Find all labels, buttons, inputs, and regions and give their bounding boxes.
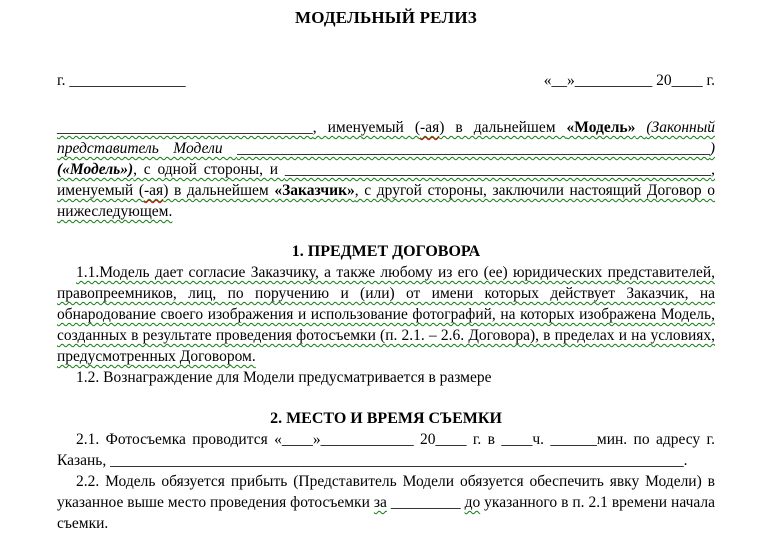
blank-field[interactable]: __________________________________________________________________________	[110, 452, 684, 469]
blank-field[interactable]: _________	[390, 494, 461, 511]
text-segment: г.	[702, 72, 715, 89]
text-segment: («Модель»)	[57, 161, 134, 178]
text-segment: 2.2. Модель обязуется прибыть (Представитель Модели обязуется обеспечить явку Модели) в указанное выше место проведения фотосъемки	[57, 473, 715, 511]
clause-2-2	[57, 471, 715, 534]
parties-paragraph	[57, 117, 715, 222]
text-segment: г.	[57, 72, 70, 89]
text-segment: »	[312, 431, 321, 448]
text-segment: «Заказчик»	[274, 182, 355, 199]
clause-2-1	[57, 429, 715, 471]
text-segment: .	[683, 452, 688, 469]
section-1-heading: 1. ПРЕДМЕТ ДОГОВОРА	[291, 243, 481, 260]
clause-1-2: 1.2. Вознаграждение для Модели предусматривается в размере	[76, 369, 492, 386]
text-segment: ч.	[532, 431, 551, 448]
text-segment: мин. по адресу г. Казань,	[57, 431, 716, 469]
text-segment: »	[567, 72, 575, 89]
text-segment: до	[464, 494, 481, 511]
blank-field[interactable]: _________________________________	[57, 119, 313, 136]
text-segment: , именуемый (	[57, 161, 715, 199]
text-segment: «	[543, 72, 552, 89]
text-segment	[635, 119, 646, 136]
blank-field[interactable]: _______________	[69, 72, 186, 89]
blank-field[interactable]: ______	[550, 431, 597, 448]
blank-field[interactable]: _______________________________________________________	[284, 161, 712, 178]
blank-field[interactable]: ____	[435, 431, 467, 448]
blank-field[interactable]: __________	[574, 72, 653, 89]
text-segment: -ая	[420, 119, 440, 136]
text-segment: , с одной стороны, и	[133, 161, 285, 178]
blank-field[interactable]: __	[551, 72, 568, 89]
section-2-heading: 2. МЕСТО И ВРЕМЯ СЪЕМКИ	[270, 410, 502, 427]
text-segment: (Законный представитель Модели	[57, 119, 715, 157]
text-segment: г. в	[466, 431, 502, 448]
text-segment: 2.1. Фотосъемка проводится «	[76, 431, 282, 448]
text-segment: ) в дальнейшем	[163, 182, 275, 199]
city-date-row	[57, 70, 715, 91]
blank-field[interactable]: ____	[671, 72, 703, 89]
text-segment: )	[709, 140, 715, 157]
text-segment: , с другой стороны, заключили настоящий Договор о нижеследующем.	[57, 182, 716, 220]
blank-field[interactable]: ____	[281, 431, 313, 448]
city-line	[57, 70, 186, 91]
text-segment: ) в дальнейшем	[439, 119, 567, 136]
blank-field[interactable]: ____	[501, 431, 533, 448]
text-segment: -ая	[144, 182, 164, 199]
text-segment: 20	[413, 431, 436, 448]
text-segment: 20	[652, 72, 672, 89]
text-segment: указанного в п. 2.1 времени начала съемки.	[57, 494, 716, 532]
text-segment: за	[373, 494, 387, 511]
document-title: МОДЕЛЬНЫЙ РЕЛИЗ	[295, 8, 477, 27]
clause-1-1: 1.1.Модель дает согласие Заказчику, а также любому из его (ее) юридических представителей, правопреемников, лиц, по поручению и (или) от имени которых действует Заказчик, на обнародование своего изображения и использование фотографий, на которых изображена Модель, созданных в результате проведения фотосъемки (п. 2.1. – 2.6. Договора), в пределах и на условиях, предусмотренных Договором.	[57, 264, 715, 365]
blank-field[interactable]: ____________	[320, 431, 414, 448]
date-line	[544, 70, 715, 91]
text-segment: , именуемый (	[312, 119, 421, 136]
blank-field[interactable]: _____________________________________________________________	[237, 140, 710, 157]
text-segment: «Модель»	[566, 119, 636, 136]
